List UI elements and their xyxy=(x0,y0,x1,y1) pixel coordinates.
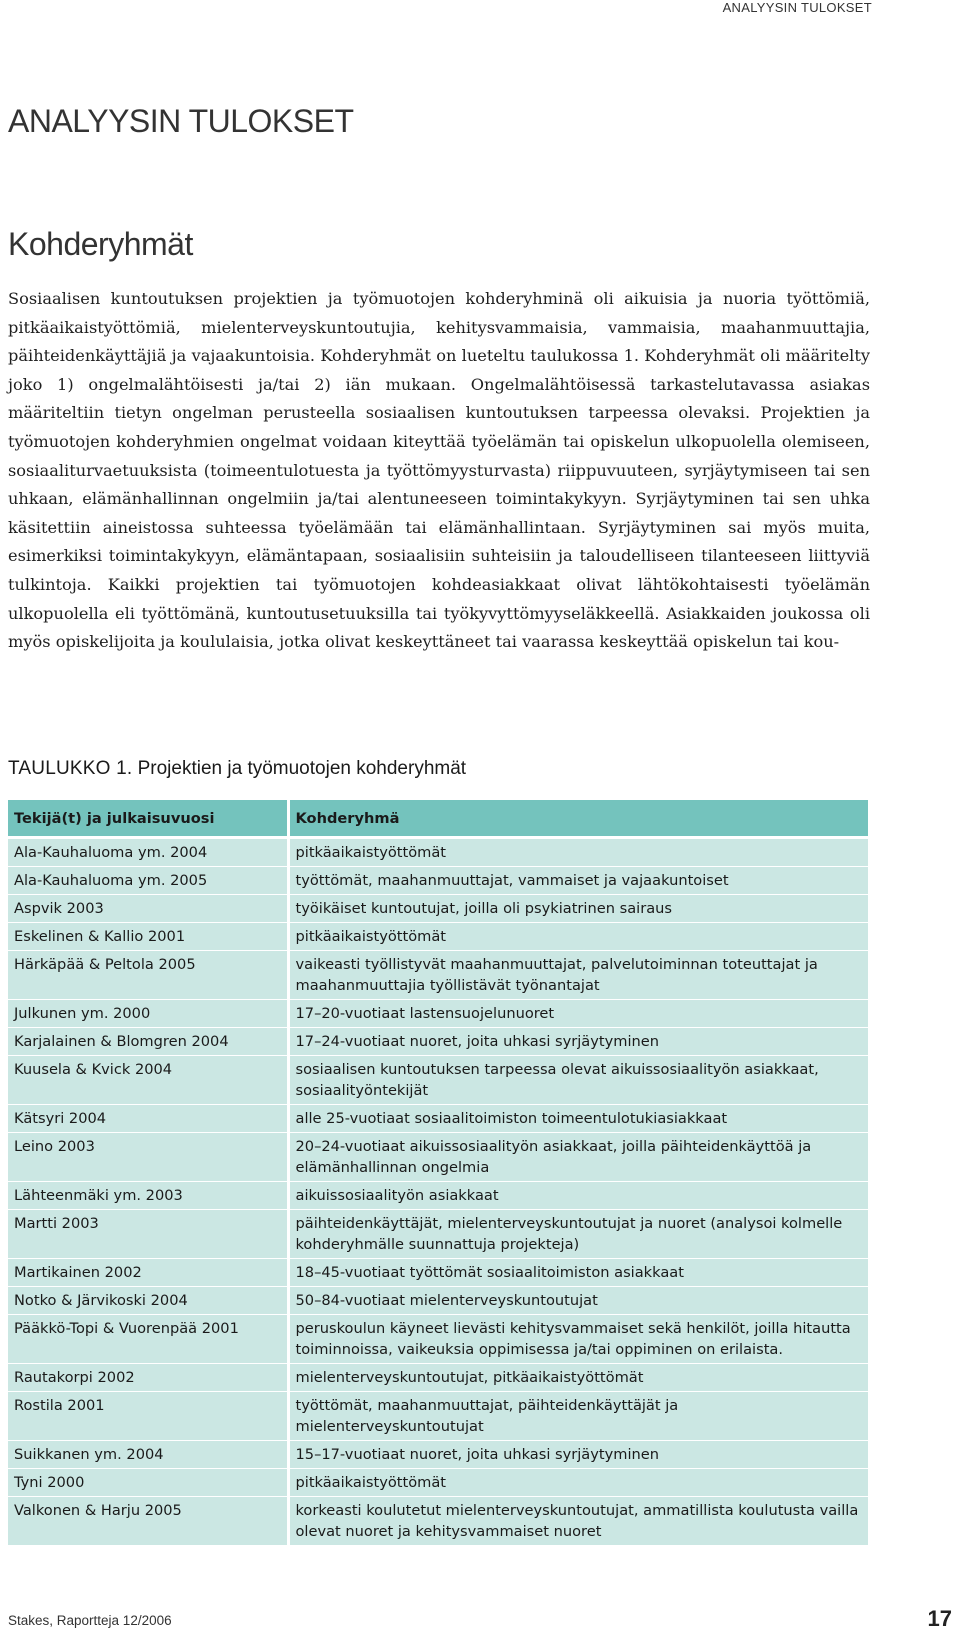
table-row xyxy=(8,1259,868,1287)
table-row xyxy=(8,1392,868,1441)
body-paragraph: Sosiaalisen kuntoutuksen projektien ja työmuotojen kohderyhminä oli aikuisia ja nuoria työttömiä, pitkäaikaistyöttömiä, mielenterveyskuntoutujia, kehitysvammaisia, vammaisia, maahanmuuttajia, päihteidenkäyttäjiä ja vajaakuntoisia. Kohderyhmät on lueteltu taulukossa 1. Kohderyhmät oli määritelty joko 1) ongelmalähtöisesti ja/tai 2) iän mukaan. Ongelmalähtöisessä tarkastelutavassa asiakas määriteltiin tietyn ongelman perusteella sosiaalisen kuntoutuksen tarpeessa olevaksi. Projektien ja työmuotojen kohderyhmien ongelmat voidaan kiteyttää työelämän tai opiskelun ulkopuolella olemiseen, sosiaaliturvaetuuksista (toimeentulotuesta ja työttömyysturvasta) riippuvuuteen, syrjäytymiseen tai sen uhkaan, elämänhallinnan ongelmiin ja/tai alentuneeseen toimintakykyyn. Syrjäytyminen tai sen uhka käsitettiin aineistossa suhteessa työelämään tai elämänhallintaan. Syrjäytyminen sai myös muita, esimerkiksi toimintakykyyn, elämäntapaan, sosiaalisiin suhteisiin ja taloudelliseen tilanteeseen liittyviä tulkintoja. Kaikki projektien tai työmuotojen kohdeasiakkaat olivat lähtökohtaisesti työelämän ulkopuolella eli työttömänä, kuntoutusetuuksilla tai työkyvyttömyyseläkkeellä. Asiakkaiden joukossa oli myös opiskelijoita ja koululaisia, jotka olivat keskeyttäneet tai vaarassa keskeyttää opiskelun tai kou- xyxy=(8,289,870,652)
cell-target-group: peruskoulun käyneet lievästi kehitysvammaiset sekä henkilöt, joilla hitautta toiminnoissa, vaikeuksia oppimisessa ja/tai oppiminen on erilaista. xyxy=(288,1315,868,1364)
cell-author: Suikkanen ym. 2004 xyxy=(8,1441,288,1469)
table-row xyxy=(8,1182,868,1210)
cell-target-group: vaikeasti työllistyvät maahanmuuttajat, palvelutoiminnan toteuttajat ja maahanmuuttajia työllistävät työnantajat xyxy=(288,951,868,1000)
cell-author: Julkunen ym. 2000 xyxy=(8,1000,288,1028)
table-row xyxy=(8,1056,868,1105)
cell-target-group: 17–20-vuotiaat lastensuojelunuoret xyxy=(288,1000,868,1028)
table-header-row xyxy=(8,800,868,838)
table-row xyxy=(8,923,868,951)
cell-target-group: työikäiset kuntoutujat, joilla oli psykiatrinen sairaus xyxy=(288,895,868,923)
cell-author: Aspvik 2003 xyxy=(8,895,288,923)
cell-author: Pääkkö-Topi & Vuorenpää 2001 xyxy=(8,1315,288,1364)
cell-author: Tyni 2000 xyxy=(8,1469,288,1497)
cell-author: Martikainen 2002 xyxy=(8,1259,288,1287)
table-caption xyxy=(8,758,466,780)
table-row xyxy=(8,867,868,895)
cell-author: Kuusela & Kvick 2004 xyxy=(8,1056,288,1105)
cell-author: Eskelinen & Kallio 2001 xyxy=(8,923,288,951)
table-row xyxy=(8,1133,868,1182)
cell-author: Lähteenmäki ym. 2003 xyxy=(8,1182,288,1210)
table-row xyxy=(8,1315,868,1364)
table-row xyxy=(8,1469,868,1497)
header-target-group: Kohderyhmä xyxy=(288,800,868,838)
table-row xyxy=(8,1364,868,1392)
cell-target-group: 18–45-vuotiaat työttömät sosiaalitoimiston asiakkaat xyxy=(288,1259,868,1287)
table-row xyxy=(8,1441,868,1469)
cell-author: Ala-Kauhaluoma ym. 2005 xyxy=(8,867,288,895)
cell-target-group: aikuissosiaalityön asiakkaat xyxy=(288,1182,868,1210)
table-row xyxy=(8,1497,868,1546)
cell-target-group: 20–24-vuotiaat aikuissosiaalityön asiakkaat, joilla päihteidenkäyttöä ja elämänhallinnan ongelmia xyxy=(288,1133,868,1182)
table-row xyxy=(8,1000,868,1028)
table-body xyxy=(8,838,868,1546)
table-row xyxy=(8,1287,868,1315)
cell-target-group: pitkäaikaistyöttömät xyxy=(288,838,868,867)
table-row xyxy=(8,951,868,1000)
table-caption-label: TAULUKKO 1. xyxy=(8,758,133,779)
cell-author: Härkäpää & Peltola 2005 xyxy=(8,951,288,1000)
table-caption-text: Projektien ja työmuotojen kohderyhmät xyxy=(137,758,467,779)
cell-author: Rostila 2001 xyxy=(8,1392,288,1441)
cell-author: Valkonen & Harju 2005 xyxy=(8,1497,288,1546)
running-head: ANALYYSIN TULOKSET xyxy=(722,0,872,15)
cell-author: Notko & Järvikoski 2004 xyxy=(8,1287,288,1315)
cell-target-group: päihteidenkäyttäjät, mielenterveyskuntoutujat ja nuoret (analysoi kolmelle kohderyhmälle suunnattuja projekteja) xyxy=(288,1210,868,1259)
table-row xyxy=(8,838,868,867)
cell-target-group: korkeasti koulutetut mielenterveyskuntoutujat, ammatillista koulutusta vailla olevat nuoret ja kehitysvammaiset nuoret xyxy=(288,1497,868,1546)
table-row xyxy=(8,895,868,923)
table-row xyxy=(8,1210,868,1259)
cell-author: Ala-Kauhaluoma ym. 2004 xyxy=(8,838,288,867)
target-groups-table xyxy=(8,800,868,1546)
cell-target-group: työttömät, maahanmuuttajat, vammaiset ja vajaakuntoiset xyxy=(288,867,868,895)
cell-target-group: pitkäaikaistyöttömät xyxy=(288,1469,868,1497)
cell-author: Martti 2003 xyxy=(8,1210,288,1259)
footer-publication: Stakes, Raportteja 12/2006 xyxy=(8,1613,172,1628)
cell-author: Kätsyri 2004 xyxy=(8,1105,288,1133)
page-number: 17 xyxy=(927,1606,952,1631)
table-row xyxy=(8,1105,868,1133)
cell-author: Leino 2003 xyxy=(8,1133,288,1182)
cell-target-group: 50–84-vuotiaat mielenterveyskuntoutujat xyxy=(288,1287,868,1315)
cell-target-group: 17–24-vuotiaat nuoret, joita uhkasi syrjäytyminen xyxy=(288,1028,868,1056)
cell-target-group: sosiaalisen kuntoutuksen tarpeessa olevat aikuissosiaalityön asiakkaat, sosiaalityöntekijät xyxy=(288,1056,868,1105)
header-author: Tekijä(t) ja julkaisuvuosi xyxy=(8,800,288,838)
cell-target-group: alle 25-vuotiaat sosiaalitoimiston toimeentulotukiasiakkaat xyxy=(288,1105,868,1133)
cell-author: Rautakorpi 2002 xyxy=(8,1364,288,1392)
cell-target-group: työttömät, maahanmuuttajat, päihteidenkäyttäjät ja mielenterveyskuntoutujat xyxy=(288,1392,868,1441)
section-title: ANALYYSIN TULOKSET xyxy=(8,103,354,139)
cell-target-group: 15–17-vuotiaat nuoret, joita uhkasi syrjäytyminen xyxy=(288,1441,868,1469)
subsection-title: Kohderyhmät xyxy=(8,226,193,262)
cell-target-group: pitkäaikaistyöttömät xyxy=(288,923,868,951)
cell-target-group: mielenterveyskuntoutujat, pitkäaikaistyöttömät xyxy=(288,1364,868,1392)
cell-author: Karjalainen & Blomgren 2004 xyxy=(8,1028,288,1056)
table-row xyxy=(8,1028,868,1056)
